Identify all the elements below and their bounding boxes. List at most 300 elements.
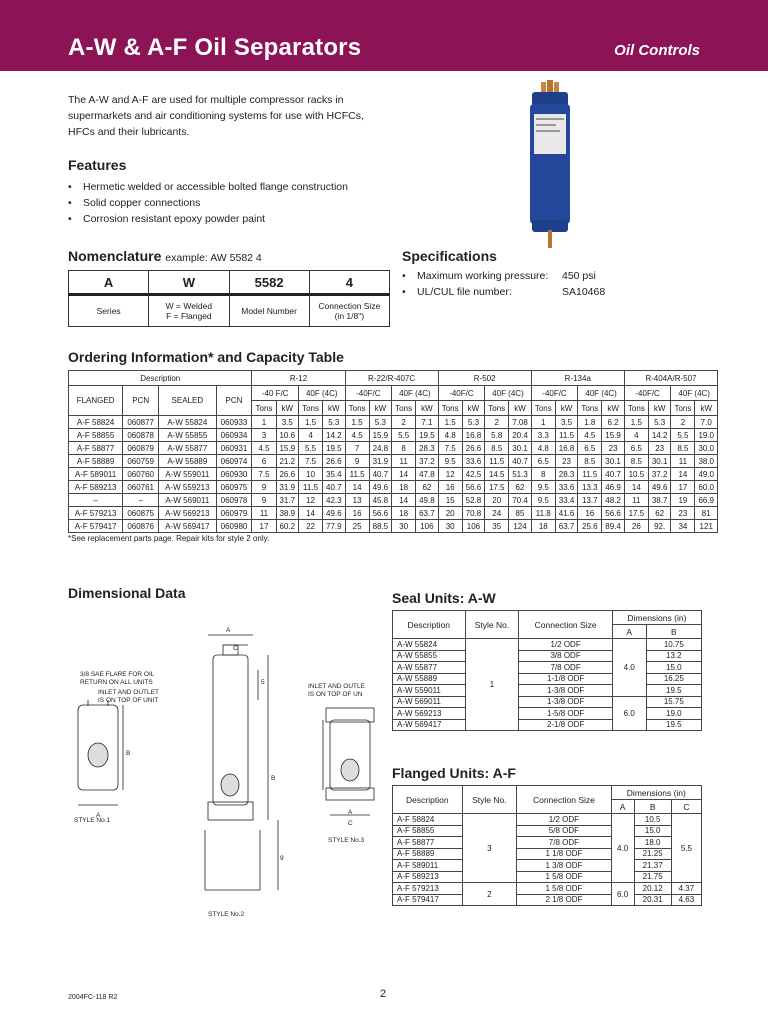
table-cell: 13.7 [578,494,602,507]
table-cell: 18 [392,481,416,494]
dim-note-flare: RETURN ON ALL UNITS [80,679,153,686]
table-cell: 31.9 [276,481,298,494]
table-row [393,825,702,837]
column-header: Dimensions (in) [611,786,701,800]
table-row [393,639,702,651]
style-label: STYLE No.1 [74,817,111,824]
table-cell: 11.8 [531,507,555,520]
table-cell: 70.8 [462,507,484,520]
table-cell: 25.6 [578,520,602,533]
table-cell: 28.3 [555,468,577,481]
features-section [68,157,398,227]
table-cell: A-F 579213 [69,507,123,520]
table-cell: 33.4 [555,494,577,507]
dim-note-inlet: INLET AND OUTLET [98,689,159,696]
table-cell: 9 [252,481,276,494]
table-cell: 20.31 [634,894,671,906]
nom-code: W [149,271,229,295]
temp-header: 40F (4C) [485,386,532,401]
specifications-title: Specifications [402,248,497,264]
table-cell: A-F 58877 [393,837,463,849]
table-cell: 40.7 [602,468,624,481]
table-cell: 16.8 [462,429,484,442]
spec-label: Maximum working pressure: [417,270,549,282]
table-cell: A-F 589213 [393,871,463,883]
table-cell: A-W 55877 [159,442,216,455]
table-cell: 10 [299,468,323,481]
table-cell: A-F 579417 [69,520,123,533]
table-cell: 21.37 [634,860,671,872]
unit-header: Tons [252,401,276,416]
table-row [393,719,702,731]
table-cell: 8 [531,468,555,481]
temp-header: -40F/C [531,386,578,401]
table-cell: 19.5 [646,685,701,697]
dim-label-c: C [348,820,353,827]
table-cell: 26.6 [462,442,484,455]
table-cell: 17 [252,520,276,533]
nom-label: W = Welded F = Flanged [149,295,229,327]
dim-label-5: 5 [261,679,265,686]
table-cell: 4 [299,429,323,442]
table-cell: 33.6 [555,481,577,494]
table-cell: A-F 58877 [69,442,123,455]
ordering-footnote: *See replacement parts page. Repair kits for style 2 only. [68,534,270,543]
table-cell: 49.8 [416,494,438,507]
page-title: A-W & A-F Oil Separators [68,34,362,61]
unit-header: Tons [531,401,555,416]
table-cell: 47.8 [416,468,438,481]
table-cell: 24.8 [369,442,391,455]
table-cell: 7/8 ODF [517,837,611,849]
capacity-table-body [69,416,718,533]
seal-units-table [392,610,702,731]
dim-label-a: A [226,627,231,634]
table-cell: 7.08 [509,416,531,429]
table-cell: 49.6 [369,481,391,494]
table-cell: 10.5 [624,468,648,481]
seal-units-section [392,590,702,731]
table-cell: 42.3 [323,494,345,507]
table-cell: 88.5 [369,520,391,533]
table-cell: 46.9 [602,481,624,494]
table-row [393,696,702,708]
table-cell: 26.6 [323,455,345,468]
table-cell: 060875 [123,507,159,520]
unit-header: Tons [578,401,602,416]
table-cell: 11.5 [299,481,323,494]
table-cell: A-F 58855 [69,429,123,442]
table-cell: 1 5/8 ODF [517,883,611,895]
table-row [393,650,702,662]
table-cell: 5.3 [323,416,345,429]
table-cell: 5.5 [671,429,695,442]
table-cell: 1/2 ODF [517,814,611,826]
column-header: Style No. [465,611,519,639]
ordering-section [68,349,718,543]
nom-code: A [69,271,149,295]
table-cell: 6.5 [531,455,555,468]
table-cell: 2 1/8 ODF [517,894,611,906]
table-row [393,662,702,674]
table-cell: 14.2 [323,429,345,442]
table-cell: 40.7 [509,455,531,468]
table-cell: A-W 55889 [159,455,216,468]
table-cell: 20 [485,494,509,507]
intro-text: The A-W and A-F are used for multiple compressor racks in supermarkets and air conditioning systems for use with HCFCs, HFCs and their lubricants. [68,94,364,138]
section-name: Oil Controls [614,42,700,59]
column-header: Description [393,786,463,814]
table-cell: 40.7 [369,468,391,481]
table-cell: 52.8 [462,494,484,507]
unit-header: kW [602,401,624,416]
table-cell: 30 [392,520,416,533]
table-cell: A-F 579213 [393,883,463,895]
table-cell: 5.3 [648,416,670,429]
table-cell: 060879 [123,442,159,455]
table-cell: 9 [345,455,369,468]
feature-item: • Hermetic welded or accessible bolted flange construction [68,179,398,195]
table-cell: 77.9 [323,520,345,533]
table-cell: A-F 58824 [69,416,123,429]
features-title: Features [68,157,127,173]
dim-c-cell: 5.5 [671,814,701,883]
table-cell: 5.3 [462,416,484,429]
table-cell: A-W 569417 [393,719,466,731]
table-cell: 8.5 [624,455,648,468]
temp-header: 40F (4C) [578,386,625,401]
dim-note-inlet: INLET AND OUTLE [308,683,365,690]
table-cell: 22 [299,520,323,533]
table-cell: 11.5 [555,429,577,442]
dim-label-9: 9 [280,855,284,862]
table-cell: 10.5 [634,814,671,826]
table-cell: 1 3/8 ODF [517,860,611,872]
style-cell: 1 [465,639,519,731]
table-row [69,442,718,455]
table-cell: 12 [299,494,323,507]
document-code: 2004FC-118 R2 [68,994,118,1001]
table-cell: 121 [695,520,718,533]
table-cell: A-W 559011 [159,468,216,481]
table-row [69,494,718,507]
table-cell: 1-5/8 ODF [519,708,612,720]
table-cell: 15.9 [276,442,298,455]
temp-header: 40F (4C) [299,386,346,401]
capacity-table [68,370,718,533]
nomenclature-title: Nomenclature [68,248,162,264]
table-cell: 16 [345,507,369,520]
table-cell: 37.2 [416,455,438,468]
table-cell: 11 [624,494,648,507]
dim-c-cell: 4.37 [671,883,701,895]
column-header: Style No. [462,786,517,814]
description-header: Description [69,371,252,386]
table-cell: 7.5 [299,455,323,468]
temp-header: 40F (4C) [671,386,718,401]
table-cell: A-F 579417 [393,894,463,906]
table-cell: 4.5 [252,442,276,455]
table-cell: 12 [438,468,462,481]
table-cell: 14.5 [485,468,509,481]
style-cell: 2 [462,883,517,906]
column-header: A [612,625,646,639]
column-header: Connection Size [517,786,611,814]
page-number: 2 [380,988,387,1000]
unit-header: Tons [299,401,323,416]
table-cell: 1 [252,416,276,429]
table-cell: 9.5 [531,481,555,494]
table-cell: 9 [252,494,276,507]
column-header: Connection Size [519,611,612,639]
table-cell: 48.2 [602,494,624,507]
table-cell: 060979 [216,507,252,520]
dimensional-diagram [68,620,388,920]
table-cell: 34 [671,520,695,533]
table-cell: 14 [671,468,695,481]
table-cell: A-F 58889 [69,455,123,468]
table-cell: 1/2 ODF [519,639,612,651]
table-cell: 14 [299,507,323,520]
unit-header: kW [462,401,484,416]
table-cell: A-W 55824 [393,639,466,651]
table-cell: 7.0 [695,416,718,429]
table-row [69,429,718,442]
table-cell: 15.9 [369,429,391,442]
table-cell: 30.0 [695,442,718,455]
dim-note-inlet: IS ON TOP OF UNIT [98,697,159,704]
nom-label: Connection Size (in 1/8") [309,295,389,327]
table-cell: 3/8 ODF [519,650,612,662]
table-cell: 8.5 [578,455,602,468]
table-cell: 1 1/8 ODF [517,848,611,860]
table-cell: 21.75 [634,871,671,883]
specifications-section [402,248,732,300]
table-cell: 11.5 [485,455,509,468]
table-row [393,708,702,720]
table-cell: 5.8 [485,429,509,442]
table-cell: 20.12 [634,883,671,895]
table-cell: 23 [648,442,670,455]
table-cell: 9.5 [531,494,555,507]
table-cell: 124 [509,520,531,533]
table-cell: 35 [485,520,509,533]
table-cell: 24 [485,507,509,520]
table-cell: 1.5 [624,416,648,429]
table-row [69,416,718,429]
dim-label-b: B [271,775,276,782]
table-cell: A-W 569417 [159,520,216,533]
table-cell: 40.7 [323,481,345,494]
table-cell: A-W 569213 [159,507,216,520]
table-cell: 3 [252,429,276,442]
table-row [69,520,718,533]
table-cell: 060759 [123,455,159,468]
table-cell: 14 [392,494,416,507]
column-header: A [611,800,634,814]
table-cell: 60.0 [695,481,718,494]
table-cell: 56.6 [369,507,391,520]
table-cell: 5.5 [299,442,323,455]
table-cell: 060980 [216,520,252,533]
table-cell: 85 [509,507,531,520]
table-cell: 8.5 [485,442,509,455]
table-cell: 56.6 [462,481,484,494]
dim-a-cell: 6.0 [612,696,646,731]
table-cell: 15 [438,494,462,507]
nom-label: Series [69,295,149,327]
spec-label: UL/CUL file number: [417,286,512,298]
table-cell: A-W 55824 [159,416,216,429]
table-cell: A-W 559011 [393,685,466,697]
unit-header: kW [555,401,577,416]
table-cell: 060876 [123,520,159,533]
unit-header: Tons [392,401,416,416]
dim-c-cell: 4.63 [671,894,701,906]
table-cell: 30 [438,520,462,533]
table-cell: 20.4 [509,429,531,442]
table-cell: 11.5 [345,468,369,481]
table-cell: 37.2 [648,468,670,481]
unit-header: kW [323,401,345,416]
table-cell: 18 [392,507,416,520]
unit-header: Tons [671,401,695,416]
dim-note-flare: 3/8 SAE FLARE FOR OIL [80,671,155,678]
table-cell: 63.7 [555,520,577,533]
table-cell: 5.3 [369,416,391,429]
table-cell: 1.5 [299,416,323,429]
table-cell: 1-1/8 ODF [519,673,612,685]
table-cell: 106 [416,520,438,533]
seal-units-title: Seal Units: A-W [392,590,496,606]
table-cell: 38.0 [695,455,718,468]
table-cell: 1-3/8 ODF [519,696,612,708]
dim-label-c: C [233,645,238,652]
unit-header: Tons [438,401,462,416]
table-cell: 19.5 [323,442,345,455]
features-list [68,179,398,227]
unit-header: Tons [345,401,369,416]
table-cell: A-W 569011 [393,696,466,708]
table-cell: 15.0 [646,662,701,674]
table-cell: 31.7 [276,494,298,507]
table-cell: 5/8 ODF [517,825,611,837]
table-cell: 6.2 [602,416,624,429]
style-label: STYLE No.3 [328,837,365,844]
nom-code: 4 [309,271,389,295]
table-cell: 11.5 [578,468,602,481]
table-cell: 4.8 [438,429,462,442]
unit-header: kW [276,401,298,416]
table-cell: 30.1 [648,455,670,468]
temp-header: -40F/C [624,386,671,401]
table-cell: 35.4 [323,468,345,481]
table-cell: 16.25 [646,673,701,685]
nomenclature-table [68,270,390,327]
temp-header: 40F (4C) [392,386,439,401]
table-cell: 28.3 [416,442,438,455]
table-row [393,848,702,860]
table-cell: 1.5 [438,416,462,429]
table-cell: 13 [345,494,369,507]
table-row [393,673,702,685]
table-cell: 5.5 [392,429,416,442]
table-cell: A-W 55877 [393,662,466,674]
table-cell: 6.5 [624,442,648,455]
table-cell: 3.5 [276,416,298,429]
table-cell: 11 [392,455,416,468]
table-row [69,481,718,494]
table-cell: 14 [345,481,369,494]
table-cell: A-W 55855 [159,429,216,442]
dim-a-cell: 4.0 [611,814,634,883]
table-cell: 13.3 [578,481,602,494]
style-cell: 3 [462,814,517,883]
table-cell: 81 [695,507,718,520]
table-cell: 49.6 [323,507,345,520]
table-cell: 13.2 [646,650,701,662]
table-cell: 17 [671,481,695,494]
temp-header: -40 F/C [252,386,299,401]
table-cell: 18.0 [634,837,671,849]
table-cell: 10.75 [646,639,701,651]
refrigerant-header: R-502 [438,371,531,386]
table-cell: – [69,494,123,507]
table-cell: 060933 [216,416,252,429]
table-cell: 89.4 [602,520,624,533]
table-cell: 15.0 [634,825,671,837]
dimensional-section [68,585,185,601]
dimensional-title: Dimensional Data [68,585,186,601]
table-cell: 62 [509,481,531,494]
table-cell: 7 [345,442,369,455]
table-cell: 1.8 [578,416,602,429]
table-cell: 060930 [216,468,252,481]
feature-item: • Solid copper connections [68,195,398,211]
refrigerant-header: R-404A/R-507 [624,371,717,386]
table-cell: A-F 58824 [393,814,463,826]
table-cell: 19.5 [416,429,438,442]
table-cell: 3.5 [555,416,577,429]
unit-header: kW [416,401,438,416]
table-cell: 23 [555,455,577,468]
table-cell: 19.0 [646,708,701,720]
table-cell: 060877 [123,416,159,429]
feature-item: • Corrosion resistant epoxy powder paint [68,211,398,227]
table-cell: 11 [252,507,276,520]
table-cell: 31.9 [369,455,391,468]
unit-header: Tons [485,401,509,416]
table-cell: A-W 559213 [159,481,216,494]
table-cell: 45.8 [369,494,391,507]
unit-header: Tons [624,401,648,416]
table-cell: 33.6 [462,455,484,468]
table-cell: 2-1/8 ODF [519,719,612,731]
table-cell: 7.5 [252,468,276,481]
ordering-title: Ordering Information* and Capacity Table [68,349,344,365]
nomenclature-section [68,248,390,327]
table-cell: 14 [392,468,416,481]
table-cell: 18 [531,520,555,533]
table-cell: 41.6 [555,507,577,520]
flanged-units-body [393,814,702,906]
temp-header: -40F/C [345,386,392,401]
table-cell: 060975 [216,481,252,494]
table-cell: 1 [531,416,555,429]
refrigerant-header: R-134a [531,371,624,386]
table-cell: A-F 58855 [393,825,463,837]
table-row [393,814,702,826]
